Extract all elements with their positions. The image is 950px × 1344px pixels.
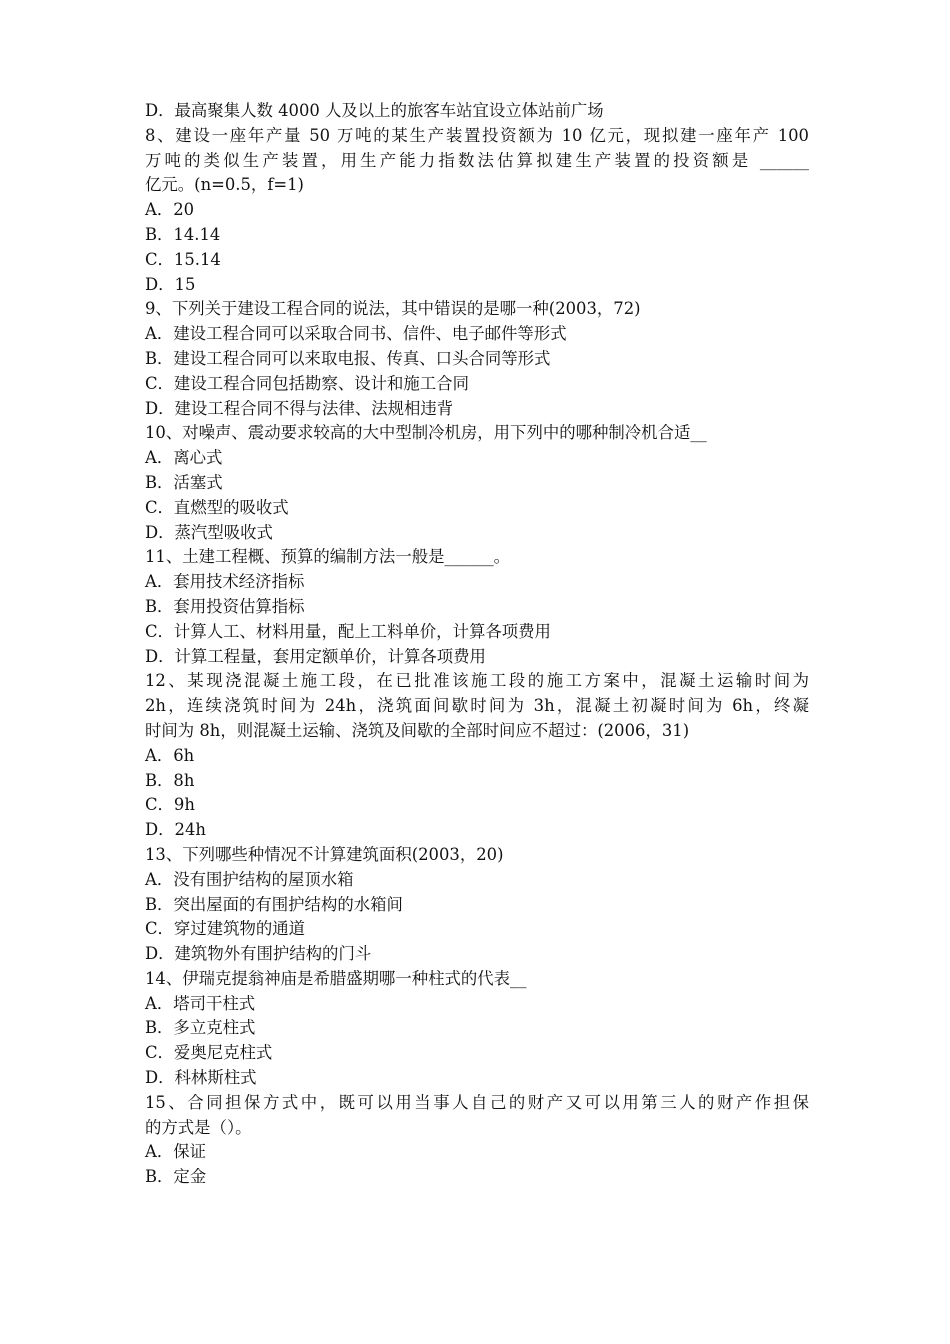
text-line: 9、下列关于建设工程合同的说法，其中错误的是哪一种(2003，72) [145, 299, 641, 319]
text-line: A．保证 [145, 1142, 207, 1162]
text-line: D．15 [145, 274, 196, 294]
text-line: D．计算工程量，套用定额单价，计算各项费用 [145, 646, 486, 666]
text-line: B．14.14 [145, 224, 221, 244]
text-line: B．套用投资估算指标 [145, 596, 305, 616]
text-line: D．24h [145, 820, 206, 840]
text-line: C．9h [145, 795, 195, 815]
text-line: A．套用技术经济指标 [145, 572, 305, 592]
text-line: 2h，连续浇筑时间为 24h，浇筑面间歇时间为 3h，混凝土初凝时间为 6h，终凝 [145, 696, 809, 716]
text-line: 14、伊瑞克提翁神庙是希腊盛期哪一种柱式的代表__ [145, 968, 527, 988]
text-line: A．6h [145, 745, 195, 765]
text-line: D．建筑物外有围护结构的门斗 [145, 944, 372, 964]
text-line: 15、合同担保方式中，既可以用当事人自己的财产又可以用第三人的财产作担保 [145, 1092, 809, 1112]
text-line: B．建设工程合同可以来取电报、传真、口头合同等形式 [145, 348, 551, 368]
text-line: C．计算人工、材料用量，配上工料单价，计算各项费用 [145, 621, 551, 641]
text-line: C．15.14 [145, 249, 221, 269]
text-line: B．多立克柱式 [145, 1018, 256, 1038]
text-line: 亿元。(n=0.5，f=1) [145, 175, 304, 195]
text-line: 11、土建工程概、预算的编制方法一般是______。 [145, 547, 511, 567]
document-page [145, 99, 809, 1190]
text-line: B．突出屋面的有围护结构的水箱间 [145, 894, 403, 914]
text-line: D．建设工程合同不得与法律、法规相违背 [145, 398, 454, 418]
text-line: A．建设工程合同可以采取合同书、信件、电子邮件等形式 [145, 324, 567, 344]
text-line: 万吨的类似生产装置，用生产能力指数法估算拟建生产装置的投资额是 ______ [145, 150, 809, 170]
text-line: B．定金 [145, 1167, 207, 1187]
text-line: 8、建设一座年产量 50 万吨的某生产装置投资额为 10 亿元，现拟建一座年产 100 [145, 125, 809, 145]
text-line: D．蒸汽型吸收式 [145, 522, 273, 542]
text-line: A．20 [145, 200, 195, 220]
text-line: B．活塞式 [145, 472, 223, 492]
text-line: C．穿过建筑物的通道 [145, 919, 306, 939]
text-line: D．最高聚集人数 4000 人及以上的旅客车站宜设立体站前广场 [145, 101, 604, 120]
text-line: 时间为 8h，则混凝土运输、浇筑及间歇的全部时间应不超过：(2006，31) [145, 720, 690, 740]
text-line: D．科林斯柱式 [145, 1068, 257, 1088]
text-line: 的方式是（）。 [145, 1117, 252, 1137]
text-line: A．离心式 [145, 448, 223, 468]
text-line: 12、某现浇混凝土施工段，在已批准该施工段的施工方案中，混凝土运输时间为 [145, 671, 809, 691]
text-line: C．爱奥尼克柱式 [145, 1043, 273, 1063]
text-line: C．建设工程合同包括勘察、设计和施工合同 [145, 373, 469, 393]
text-line: 13、下列哪些种情况不计算建筑面积(2003，20) [145, 844, 504, 864]
text-line: A．没有围护结构的屋顶水箱 [145, 869, 354, 889]
text-line: C．直燃型的吸收式 [145, 497, 289, 517]
text-line: A．塔司干柱式 [145, 993, 256, 1013]
text-line: B．8h [145, 770, 195, 790]
text-line: 10、对噪声、震动要求较高的大中型制冷机房，用下列中的哪种制冷机合适__ [145, 423, 707, 443]
